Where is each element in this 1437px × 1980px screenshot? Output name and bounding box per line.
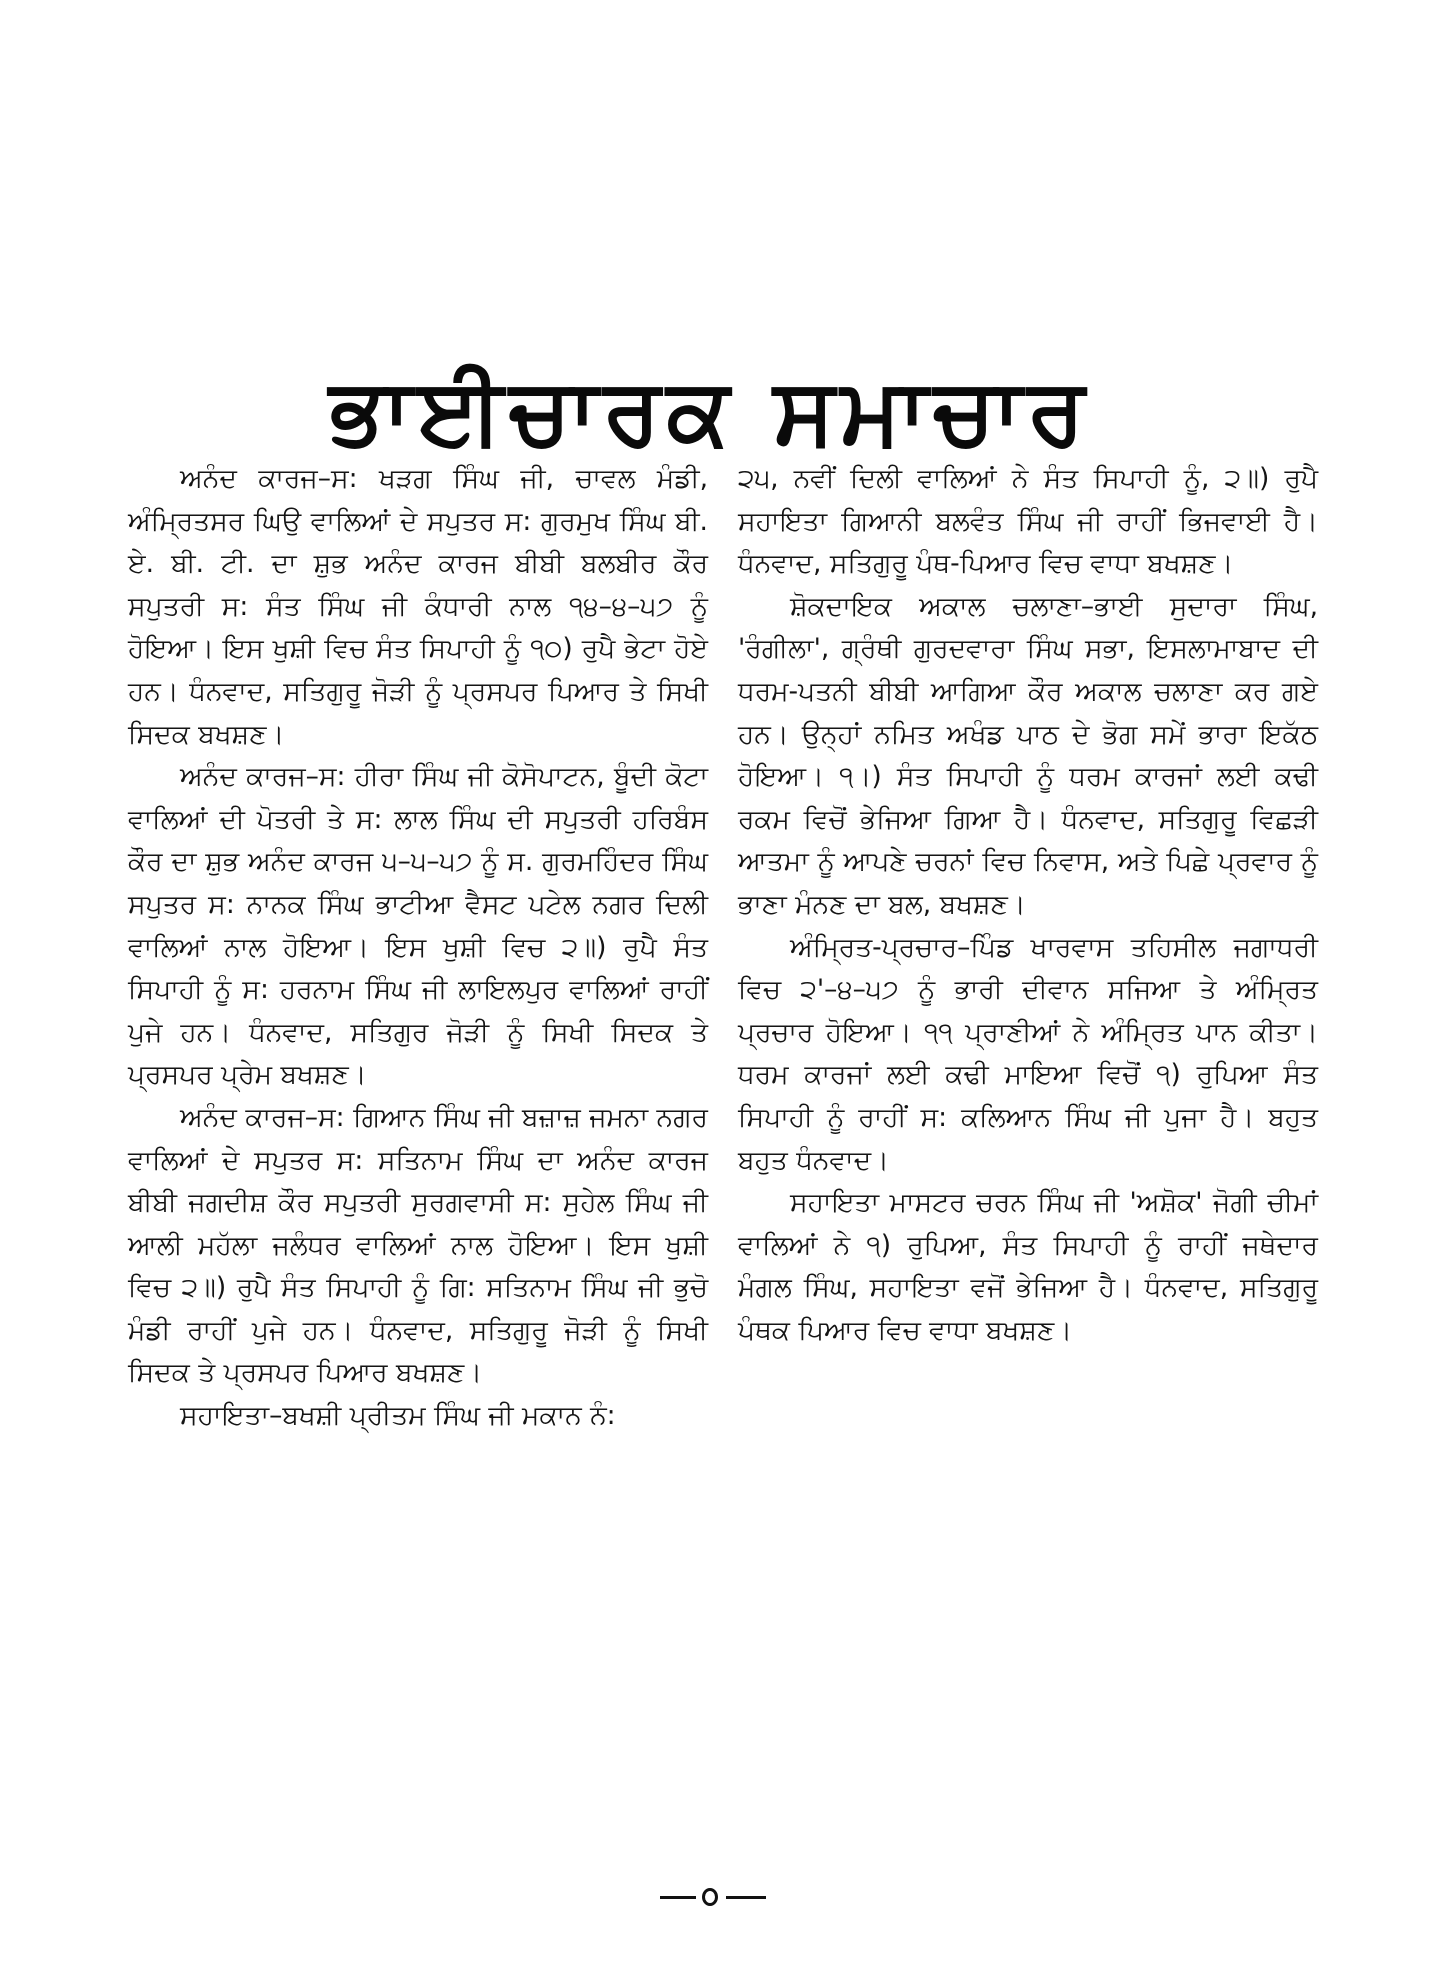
news-item-wedding-3: ਅਨੰਦ ਕਾਰਜ–ਸ: ਗਿਆਨ ਸਿੰਘ ਜੀ ਬਜ਼ਾਜ਼ ਜਮਨਾ ਨਗਰ ਵਾਲਿਆਂ ਦੇ ਸਪੁਤਰ ਸ: ਸਤਿਨਾਮ ਸਿੰਘ ਦਾ ਅਨੰਦ ਕਾਰਜ ਬੀਬੀ ਜਗਦੀਸ਼ ਕੌਰ ਸਪੁਤਰੀ ਸੁਰਗਵਾਸੀ ਸ: ਸੁਹੇਲ ਸਿੰਘ ਜੀ ਆਲੀ ਮਹੱਲਾ ਜਲੰਧਰ ਵਾਲਿਆਂ ਨਾਲ ਹੋਇਆ। ਇਸ ਖੁਸ਼ੀ ਵਿਚ ੨॥) ਰੁਪੈ ਸੰਤ ਸਿਪਾਹੀ ਨੂੰ ਗਿ: ਸਤਿਨਾਮ ਸਿੰਘ ਜੀ ਭੁਚੋ ਮੰਡੀ ਰਾਹੀਂ ਪੁਜੇ ਹਨ। ਧੰਨਵਾਦ, ਸਤਿਗੁਰੂ ਜੋੜੀ ਨੂੰ ਸਿਖੀ ਸਿਦਕ ਤੇ ਪ੍ਰਸਪਰ ਪਿਆਰ ਬਖਸ਼ਣ। <box>128 1101 708 1389</box>
news-item-donation-ashok: ਸਹਾਇਤਾ ਮਾਸਟਰ ਚਰਨ ਸਿੰਘ ਜੀ 'ਅਸ਼ੋਕ' ਜੋਗੀ ਚੀਮਾਂ ਵਾਲਿਆਂ ਨੇ ੧) ਰੁਪਿਆ, ਸੰਤ ਸਿਪਾਹੀ ਨੂੰ ਰਾਹੀਂ ਜਥੇਦਾਰ ਮੰਗਲ ਸਿੰਘ, ਸਹਾਇਤਾ ਵਜੋਂ ਭੇਜਿਆ ਹੈ। ਧੰਨਵਾਦ, ਸਤਿਗੁਰੂ ਪੰਥਕ ਪਿਆਰ ਵਿਚ ਵਾਧਾ ਬਖਸ਼ਣ। <box>738 1187 1318 1346</box>
ornament-circle-icon <box>702 1888 718 1906</box>
right-column <box>738 458 1318 1352</box>
news-item-amrit-prachar: ਅੰਮ੍ਰਿਤ-ਪ੍ਰਚਾਰ–ਪਿੰਡ ਖਾਰਵਾਸ ਤਹਿਸੀਲ ਜਗਾਧਰੀ ਵਿਚ ੨'–੪–੫੭ ਨੂੰ ਭਾਰੀ ਦੀਵਾਨ ਸਜਿਆ ਤੇ ਅੰਮ੍ਰਿਤ ਪ੍ਰਚਾਰ ਹੋਇਆ। ੧੧ ਪ੍ਰਾਣੀਆਂ ਨੇ ਅੰਮ੍ਰਿਤ ਪਾਨ ਕੀਤਾ। ਧਰਮ ਕਾਰਜਾਂ ਲਈ ਕਢੀ ਮਾਇਆ ਵਿਚੋਂ ੧) ਰੁਪਿਆ ਸੰਤ ਸਿਪਾਹੀ ਨੂੰ ਰਾਹੀਂ ਸ: ਕਲਿਆਨ ਸਿੰਘ ਜੀ ਪੁਜਾ ਹੈ। ਬਹੁਤ ਬਹੁਤ ਧੰਨਵਾਦ। <box>738 931 1318 1176</box>
news-item-donation-start: ਸਹਾਇਤਾ–ਬਖਸ਼ੀ ਪ੍ਰੀਤਮ ਸਿੰਘ ਜੀ ਮਕਾਨ ਨੰ: <box>180 1400 616 1432</box>
left-column <box>128 458 708 1438</box>
ornament-dash-right <box>726 1896 766 1899</box>
news-item-wedding-2: ਅਨੰਦ ਕਾਰਜ–ਸ: ਹੀਰਾ ਸਿੰਘ ਜੀ ਕੋਸੋਪਾਟਨ, ਬੂੰਦੀ ਕੋਟਾ ਵਾਲਿਆਂ ਦੀ ਪੋਤਰੀ ਤੇ ਸ: ਲਾਲ ਸਿੰਘ ਦੀ ਸਪੁਤਰੀ ਹਰਿਬੰਸ ਕੌਰ ਦਾ ਸ਼ੁਭ ਅਨੰਦ ਕਾਰਜ ੫–੫–੫੭ ਨੂੰ ਸ. ਗੁਰਮਹਿੰਦਰ ਸਿੰਘ ਸਪੁਤਰ ਸ: ਨਾਨਕ ਸਿੰਘ ਭਾਟੀਆ ਵੈਸਟ ਪਟੇਲ ਨਗਰ ਦਿਲੀ ਵਾਲਿਆਂ ਨਾਲ ਹੋਇਆ। ਇਸ ਖੁਸ਼ੀ ਵਿਚ ੨॥) ਰੁਪੈ ਸੰਤ ਸਿਪਾਹੀ ਨੂੰ ਸ: ਹਰਨਾਮ ਸਿੰਘ ਜੀ ਲਾਇਲਪੁਰ ਵਾਲਿਆਂ ਰਾਹੀਂ ਪੁਜੇ ਹਨ। ਧੰਨਵਾਦ, ਸਤਿਗੁਰ ਜੋੜੀ ਨੂੰ ਸਿਖੀ ਸਿਦਕ ਤੇ ਪ੍ਰਸਪਰ ਪ੍ਰੇਮ ਬਖਸ਼ਣ। <box>128 761 708 1091</box>
news-item-donation-continued: ੨੫, ਨਵੀਂ ਦਿਲੀ ਵਾਲਿਆਂ ਨੇ ਸੰਤ ਸਿਪਾਹੀ ਨੂੰ, ੨॥) ਰੁਪੈ ਸਹਾਇਤਾ ਗਿਆਨੀ ਬਲਵੰਤ ਸਿੰਘ ਜੀ ਰਾਹੀਂ ਭਿਜਵਾਈ ਹੈ। ਧੰਨਵਾਦ, ਸਤਿਗੁਰੂ ਪੰਥ-ਪਿਆਰ ਵਿਚ ਵਾਧਾ ਬਖਸ਼ਣ। <box>738 463 1318 580</box>
page-title: ਭਾਈਚਾਰਕ ਸਮਾਚਾਰ <box>329 357 1091 465</box>
page-end-ornament <box>660 1880 770 1912</box>
ornament-dash-left <box>660 1896 696 1899</box>
news-item-condolence: ਸ਼ੋਕਦਾਇਕ ਅਕਾਲ ਚਲਾਣਾ–ਭਾਈ ਸੁਦਾਰਾ ਸਿੰਘ, 'ਰੰਗੀਲਾ', ਗ੍ਰੰਥੀ ਗੁਰਦਵਾਰਾ ਸਿੰਘ ਸਭਾ, ਇਸਲਾਮਾਬਾਦ ਦੀ ਧਰਮ-ਪਤਨੀ ਬੀਬੀ ਆਗਿਆ ਕੌਰ ਅਕਾਲ ਚਲਾਣਾ ਕਰ ਗਏ ਹਨ। ਉਨ੍ਹਾਂ ਨਮਿਤ ਅਖੰਡ ਪਾਠ ਦੇ ਭੋਗ ਸਮੇਂ ਭਾਰਾ ਇਕੱਠ ਹੋਇਆ। ੧।) ਸੰਤ ਸਿਪਾਹੀ ਨੂੰ ਧਰਮ ਕਾਰਜਾਂ ਲਈ ਕਢੀ ਰਕਮ ਵਿਚੋਂ ਭੇਜਿਆ ਗਿਆ ਹੈ। ਧੰਨਵਾਦ, ਸਤਿਗੁਰੂ ਵਿਛੜੀ ਆਤਮਾ ਨੂੰ ਆਪਣੇ ਚਰਨਾਂ ਵਿਚ ਨਿਵਾਸ, ਅਤੇ ਪਿਛੇ ਪ੍ਰਵਾਰ ਨੂੰ ਭਾਣਾ ਮੰਨਣ ਦਾ ਬਲ, ਬਖਸ਼ਣ। <box>738 590 1318 920</box>
news-item-wedding-1: ਅਨੰਦ ਕਾਰਜ–ਸ: ਖੜਗ ਸਿੰਘ ਜੀ, ਚਾਵਲ ਮੰਡੀ, ਅੰਮ੍ਰਿਤਸਰ ਘਿਉ ਵਾਲਿਆਂ ਦੇ ਸਪੁਤਰ ਸ: ਗੁਰਮੁਖ ਸਿੰਘ ਬੀ. ਏ. ਬੀ. ਟੀ. ਦਾ ਸ਼ੁਭ ਅਨੰਦ ਕਾਰਜ ਬੀਬੀ ਬਲਬੀਰ ਕੌਰ ਸਪੁਤਰੀ ਸ: ਸੰਤ ਸਿੰਘ ਜੀ ਕੰਧਾਰੀ ਨਾਲ ੧੪–੪–੫੭ ਨੂੰ ਹੋਇਆ। ਇਸ ਖੁਸ਼ੀ ਵਿਚ ਸੰਤ ਸਿਪਾਹੀ ਨੂੰ ੧੦) ਰੁਪੈ ਭੇਟਾ ਹੋਏ ਹਨ। ਧੰਨਵਾਦ, ਸਤਿਗੁਰੂ ਜੋੜੀ ਨੂੰ ਪ੍ਰਸਪਰ ਪਿਆਰ ਤੇ ਸਿਖੀ ਸਿਦਕ ਬਖਸ਼ਣ। <box>128 463 708 750</box>
